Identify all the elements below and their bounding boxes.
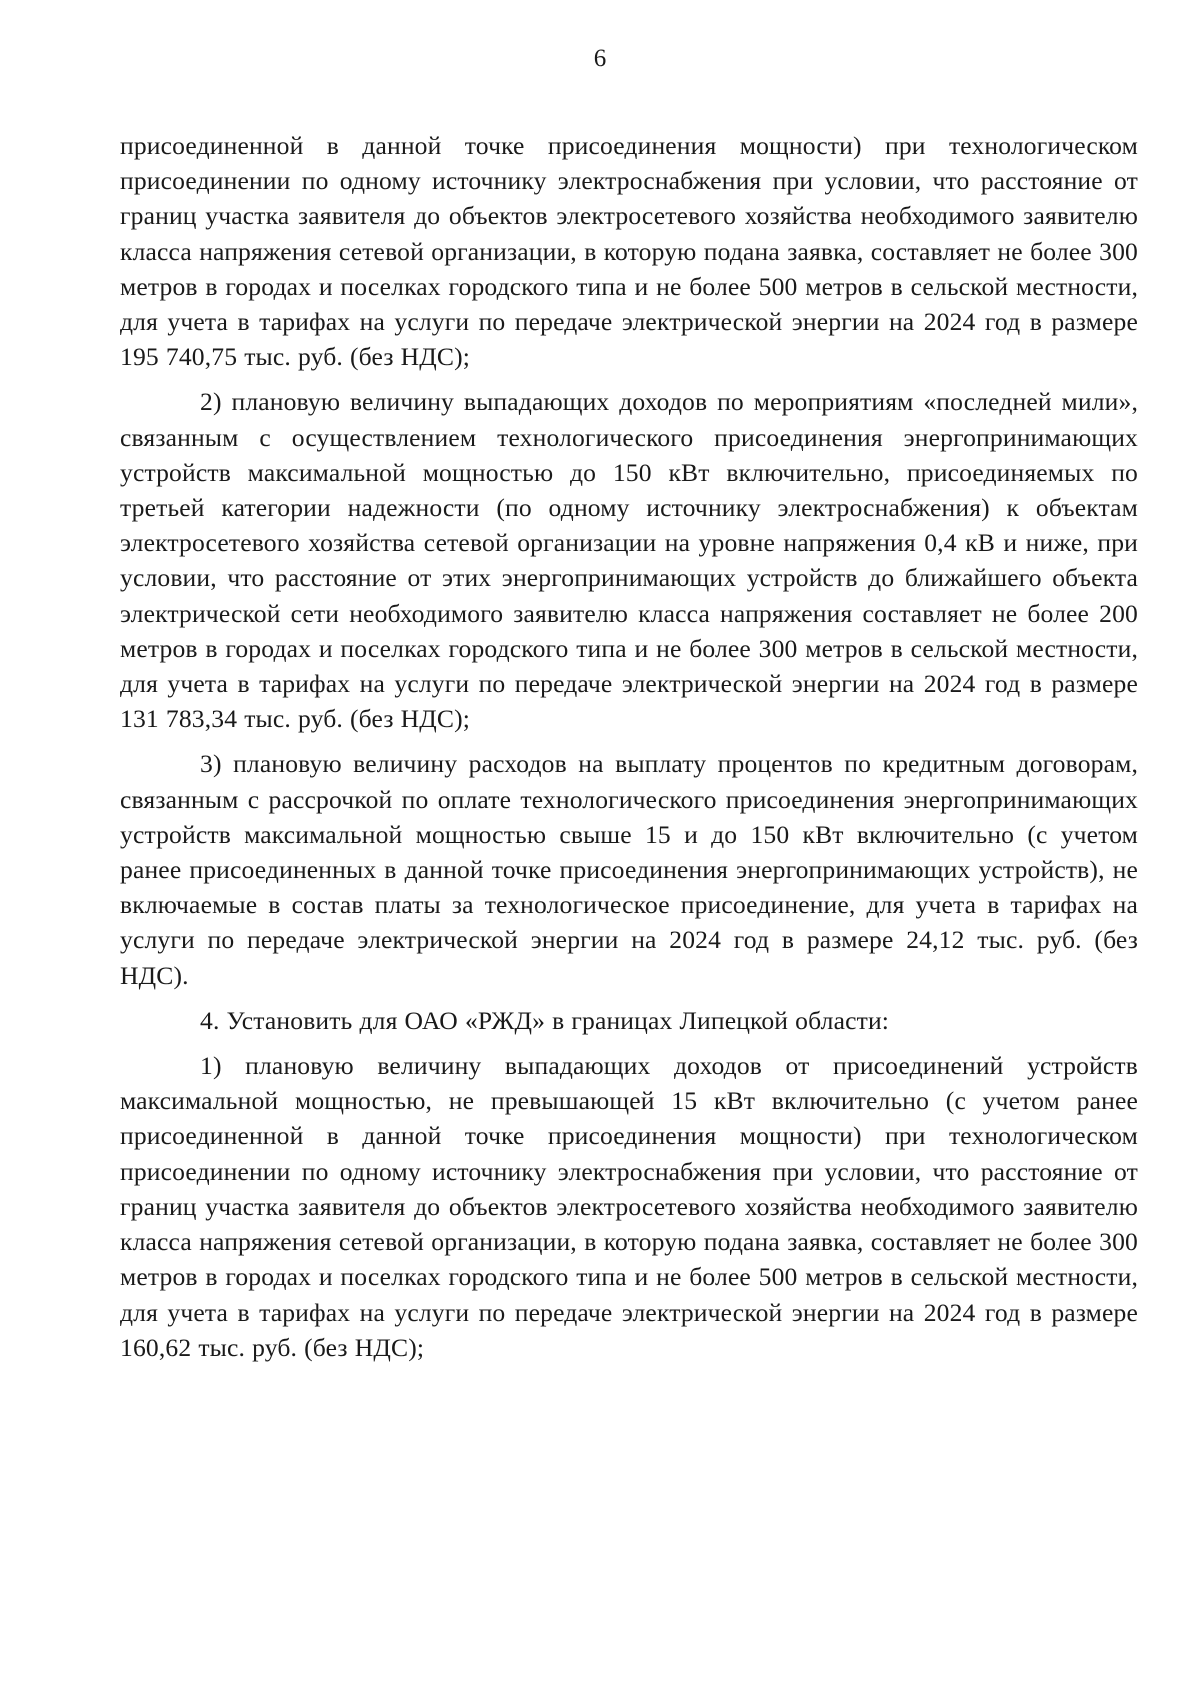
- page-number: 6: [593, 45, 607, 72]
- paragraph-item-2: 2) плановую величину выпадающих доходов по мероприятиям «последней мили», связанным с осуществлением технологического присоединения энергопринимающих устройств максимальной мощностью до 150 кВт включительно, присоединяемых по третьей категории надежности (по одному источнику электроснабжения) к объектам электросетевого хозяйства сетевой организации на уровне напряжения 0,4 кВ и ниже, при условии, что расстояние от этих энергопринимающих устройств до ближайшего объекта электрической сети необходимого заявителю класса напряжения составляет не более 200 метров в городах и поселках городского типа и не более 300 метров в сельской местности, для учета в тарифах на услуги по передаче электрической энергии на 2024 год в размере 131 783,34 тыс. руб. (без НДС);: [120, 387, 1138, 734]
- paragraph-item-1: 1) плановую величину выпадающих доходов от присоединений устройств максимальной мощностью, не превышающей 15 кВт включительно (с учетом ранее присоединенной в данной точке присоединения мощности) при технологическом присоединении по одному источнику электроснабжения при условии, что расстояние от границ участка заявителя до объектов электросетевого хозяйства необходимого заявителю класса напряжения сетевой организации, в которую подана заявка, составляет не более 300 метров в городах и поселках городского типа и не более 500 метров в сельской местности, для учета в тарифах на услуги по передаче электрической энергии на 2024 год в размере 160,62 тыс. руб. (без НДС);: [120, 1051, 1138, 1362]
- document-body: [120, 128, 1138, 1375]
- paragraph-item-3: 3) плановую величину расходов на выплату процентов по кредитным договорам, связанным с рассрочкой по оплате технологического присоединения энергопринимающих устройств максимальной мощностью свыше 15 и до 150 кВт включительно (с учетом ранее присоединенных в данной точке присоединения энергопринимающих устройств), не включаемые в состав платы за технологическое присоединение, для учета в тарифах на услуги по передаче электрической энергии на 2024 год в размере 24,12 тыс. руб. (без НДС).: [120, 749, 1138, 990]
- paragraph-section-4: 4. Установить для ОАО «РЖД» в границах Липецкой области:: [200, 1005, 890, 1035]
- paragraph-continuation: присоединенной в данной точке присоединения мощности) при технологическом присоединении по одному источнику электроснабжения при условии, что расстояние от границ участка заявителя до объектов электросетевого хозяйства необходимого заявителю класса напряжения сетевой организации, в которую подана заявка, составляет не более 300 метров в городах и поселках городского типа и не более 500 метров в сельской местности, для учета в тарифах на услуги по передаче электрической энергии на 2024 год в размере 195 740,75 тыс. руб. (без НДС);: [120, 131, 1138, 372]
